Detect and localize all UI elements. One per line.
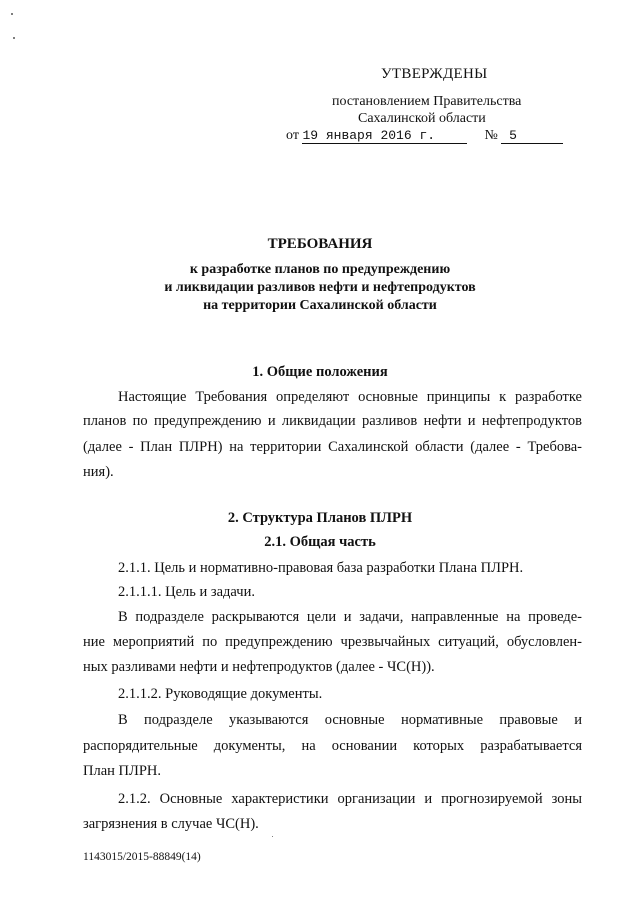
section-heading: 2. Структура Планов ПЛРН: [227, 510, 413, 526]
paragraph-line: распорядительные документы, на основании которых разрабатывается: [83, 738, 582, 754]
paragraph-line: ние мероприятий по предупреждению чрезвычайных ситуаций, обусловлен-: [83, 634, 582, 650]
resolution-line: постановлением Правительства: [332, 94, 522, 109]
item-line: 2.1.1.1. Цель и задачи.: [118, 584, 255, 600]
doc-subtitle-line: на территории Сахалинской области: [203, 298, 437, 313]
date-number-line: [286, 128, 563, 144]
item-line: 2.1.2. Основные характеристики организации и прогнозируемой зоны: [118, 791, 582, 807]
item-line: 2.1.1. Цель и нормативно-правовая база разработки Плана ПЛРН.: [118, 560, 524, 576]
paragraph-line: ния).: [83, 464, 114, 480]
scan-speck: [272, 836, 273, 837]
paragraph-line: План ПЛРН.: [83, 763, 161, 779]
date-prefix: от: [286, 128, 299, 143]
doc-subtitle-line: к разработке планов по предупреждению: [189, 262, 451, 277]
scan-speck: [13, 37, 15, 39]
number-value: 5: [501, 128, 563, 144]
paragraph-line: В подразделе раскрываются цели и задачи, направленные на проведе-: [118, 609, 582, 625]
item-line: загрязнения в случае ЧС(Н).: [83, 816, 259, 832]
paragraph-line: планов по предупреждению и ликвидации разливов нефти и нефтепродуктов: [83, 413, 582, 429]
approved-label: УТВЕРЖДЕНЫ: [381, 66, 488, 82]
date-value: 19 января 2016 г.: [302, 128, 467, 144]
subsection-heading: 2.1. Общая часть: [264, 534, 376, 550]
paragraph-line: (далее - План ПЛРН) на территории Сахалинской области (далее - Требова-: [83, 439, 582, 455]
paragraph-line: Настоящие Требования определяют основные принципы к разработке: [118, 389, 582, 405]
scan-speck: [11, 13, 13, 15]
doc-subtitle-line: и ликвидации разливов нефти и нефтепродуктов: [164, 280, 476, 295]
document-code: 1143015/2015-88849(14): [83, 851, 201, 863]
section-heading: 1. Общие положения: [252, 364, 388, 380]
paragraph-line: В подразделе указываются основные нормативные правовые и: [118, 712, 582, 728]
region-line: Сахалинской области: [358, 111, 486, 126]
paragraph-line: ных разливами нефти и нефтепродуктов (далее - ЧС(Н)).: [83, 659, 435, 675]
number-sign: №: [484, 128, 498, 143]
item-line: 2.1.1.2. Руководящие документы.: [118, 686, 323, 702]
doc-title: ТРЕБОВАНИЯ: [267, 236, 373, 252]
